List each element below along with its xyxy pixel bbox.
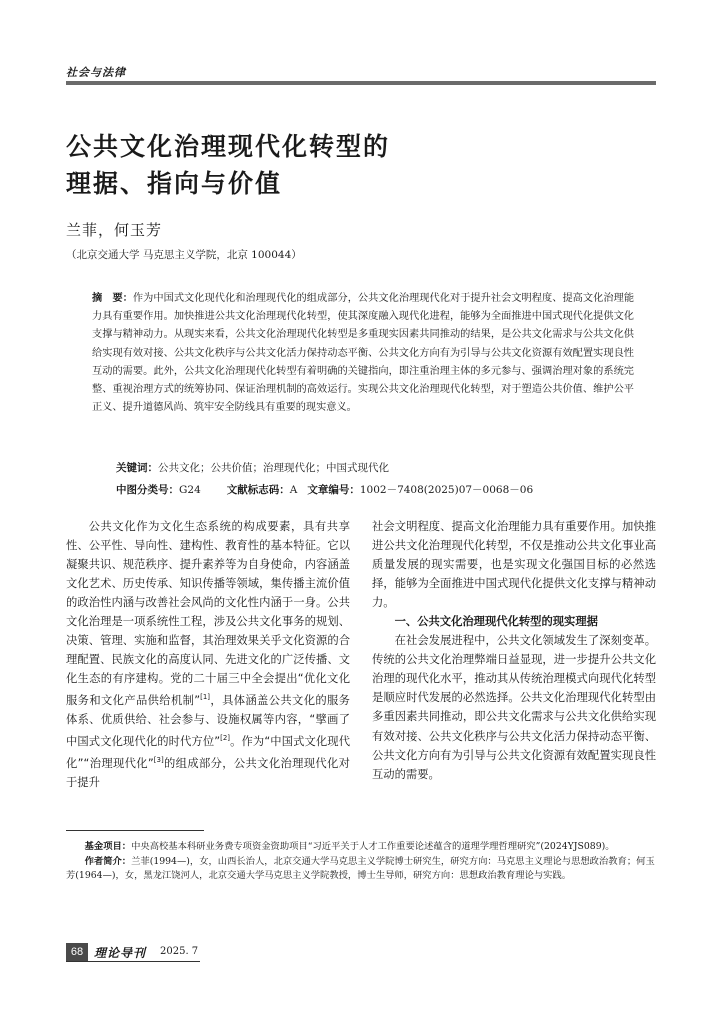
author-label: 作者简介： <box>84 855 132 867</box>
abstract-text: 作为中国式文化现代化和治理现代化的组成部分，公共文化治理现代化对于提升社会文明程度、提高文化治理能力具有重要作用。加快推进公共文化治理现代化转型，使其深度融入现代化进程，能够为全面推进中国式现代化提供文化支撑与精神动力。从现实来看，公共文化治理现代化转型是多重现实因素共同推动的结果，是公共文化需求与公共文化供给实现有效对接、公共文化秩序与公共文化活力保持动态平衡、公共文化方向有为引导与公共文化资源有效配置实现良性互动的需要。此外，公共文化治理现代化转型有着明确的关键指向，即注重治理主体的多元参与、强调治理对象的系统完整、重视治理方式的统筹协同、保证治理机制的高效运行。实现公共文化治理现代化转型，对于塑造公共价值、维护公平正义、提升道德风尚、筑牢安全防线具有重要的现实意义。 <box>92 293 635 414</box>
citation: [3] <box>153 756 164 765</box>
header-rule <box>66 81 656 85</box>
section-tag: 社会与法律 <box>66 66 126 79</box>
classification-line <box>116 482 533 497</box>
article-no-label: 文章编号： <box>307 484 360 496</box>
author-note <box>66 855 656 884</box>
section-heading: 一、公共文化治理现代化转型的现实理据 <box>394 615 598 629</box>
body-paragraph <box>66 517 350 792</box>
affiliation: （北京交通大学 马克思主义学院，北京 100044） <box>66 249 302 261</box>
article-title <box>66 128 390 202</box>
body-text: ，具体涵盖公共文化的服务体系、优质供给、社会参与、设施权属等内容，“擘画了中国式文化现代化的时代方位” <box>66 694 350 749</box>
citation: [2] <box>220 734 231 743</box>
title-line-1: 公共文化治理现代化转型的 <box>66 132 391 161</box>
issue-date: 2025. 7 <box>160 946 199 957</box>
fund-note <box>66 840 656 855</box>
keywords-text: 公共文化；公共价值；治理现代化；中国式现代化 <box>158 462 389 474</box>
body-paragraph: 社会文明程度、提高文化治理能力具有重要作用。加快推进公共文化治理现代化转型，不仅是推动公共文化事业高质量发展的现实需要，也是实现文化强国目标的必然选择，能够为全面推进中国式现代化提供文化支撑与精神动力。 <box>372 520 656 610</box>
body-text: 的组成部分，公共文化治理现代化对于提升 <box>66 756 350 789</box>
author-bio-text: 兰菲(1994—)，女，山西长治人，北京交通大学马克思主义学院博士研究生，研究方向：马克思主义理论与思想政治教育；何玉芳(1964—)，女，黑龙江饶河人，北京交通大学马克思主义学院教授，博士生导师，研究方向：思想政治教育理论与实践。 <box>66 855 655 881</box>
keywords <box>116 460 389 475</box>
body-paragraph: 在社会发展进程中，公共文化领域发生了深刻变革。传统的公共文化治理弊端日益显现，进一步提升公共文化治理的现代化水平，推动其从传统治理模式向现代化转型是顺应时代发展的必然选择。公共文化治理现代化转型由多重因素共同推动，即公共文化需求与公共文化供给实现有效对接、公共文化秩序与公共文化活力保持动态平衡、公共文化方向有为引导与公共文化资源有效配置实现良性互动的需要。 <box>372 634 656 781</box>
fund-text: 中央高校基本科研业务费专项资金资助项目“习近平关于人才工作重要论述蕴含的道理学理哲理研究”(2024YJS089)。 <box>131 841 615 852</box>
clc-label: 中图分类号： <box>116 484 179 496</box>
title-line-2: 理据、指向与价值 <box>66 169 283 198</box>
clc-value: G24 <box>179 484 201 496</box>
article-no-value: 1002－7408(2025)07－0068－06 <box>359 484 534 496</box>
footnotes <box>66 840 656 884</box>
abstract <box>92 290 634 417</box>
body-text: 。作为“中国式文化现代化”“治理现代化” <box>66 735 350 770</box>
citation: [1] <box>200 693 211 702</box>
body-left-column <box>66 517 350 792</box>
doc-code-label: 文献标志码： <box>226 484 290 496</box>
doc-code-value: A <box>289 484 298 496</box>
body-text: 公共文化作为文化生态系统的构成要素，具有共享性、公平性、导向性、建构性、教育性的基本特征。它以凝聚共识、规范秩序、提升素养等为自身使命，内容涵盖文化艺术、历史传承、知识传播等领域，集传播主流价值的政治性内涵与改善社会风尚的文化性内涵于一身。公共文化治理是一项系统性工程，涉及公共文化事务的规划、决策、管理、实施和监督，其治理效果关乎文化资源的合理配置、民族文化的高度认同、先进文化的广泛传播、文化生态的有序建构。党的二十届三中全会提出“优化文化服务和文化产品供给机制” <box>66 520 350 708</box>
body-right-column <box>372 517 656 784</box>
page-number: 68 <box>66 943 88 961</box>
journal-name: 理论导刊 <box>94 946 147 960</box>
keywords-label: 关键词： <box>116 462 158 474</box>
footnote-rule <box>66 830 204 831</box>
fund-label: 基金项目： <box>84 841 132 852</box>
abstract-label: 摘 要： <box>92 293 133 304</box>
page-footer <box>66 943 200 962</box>
authors: 兰菲，何玉芳 <box>66 221 163 239</box>
